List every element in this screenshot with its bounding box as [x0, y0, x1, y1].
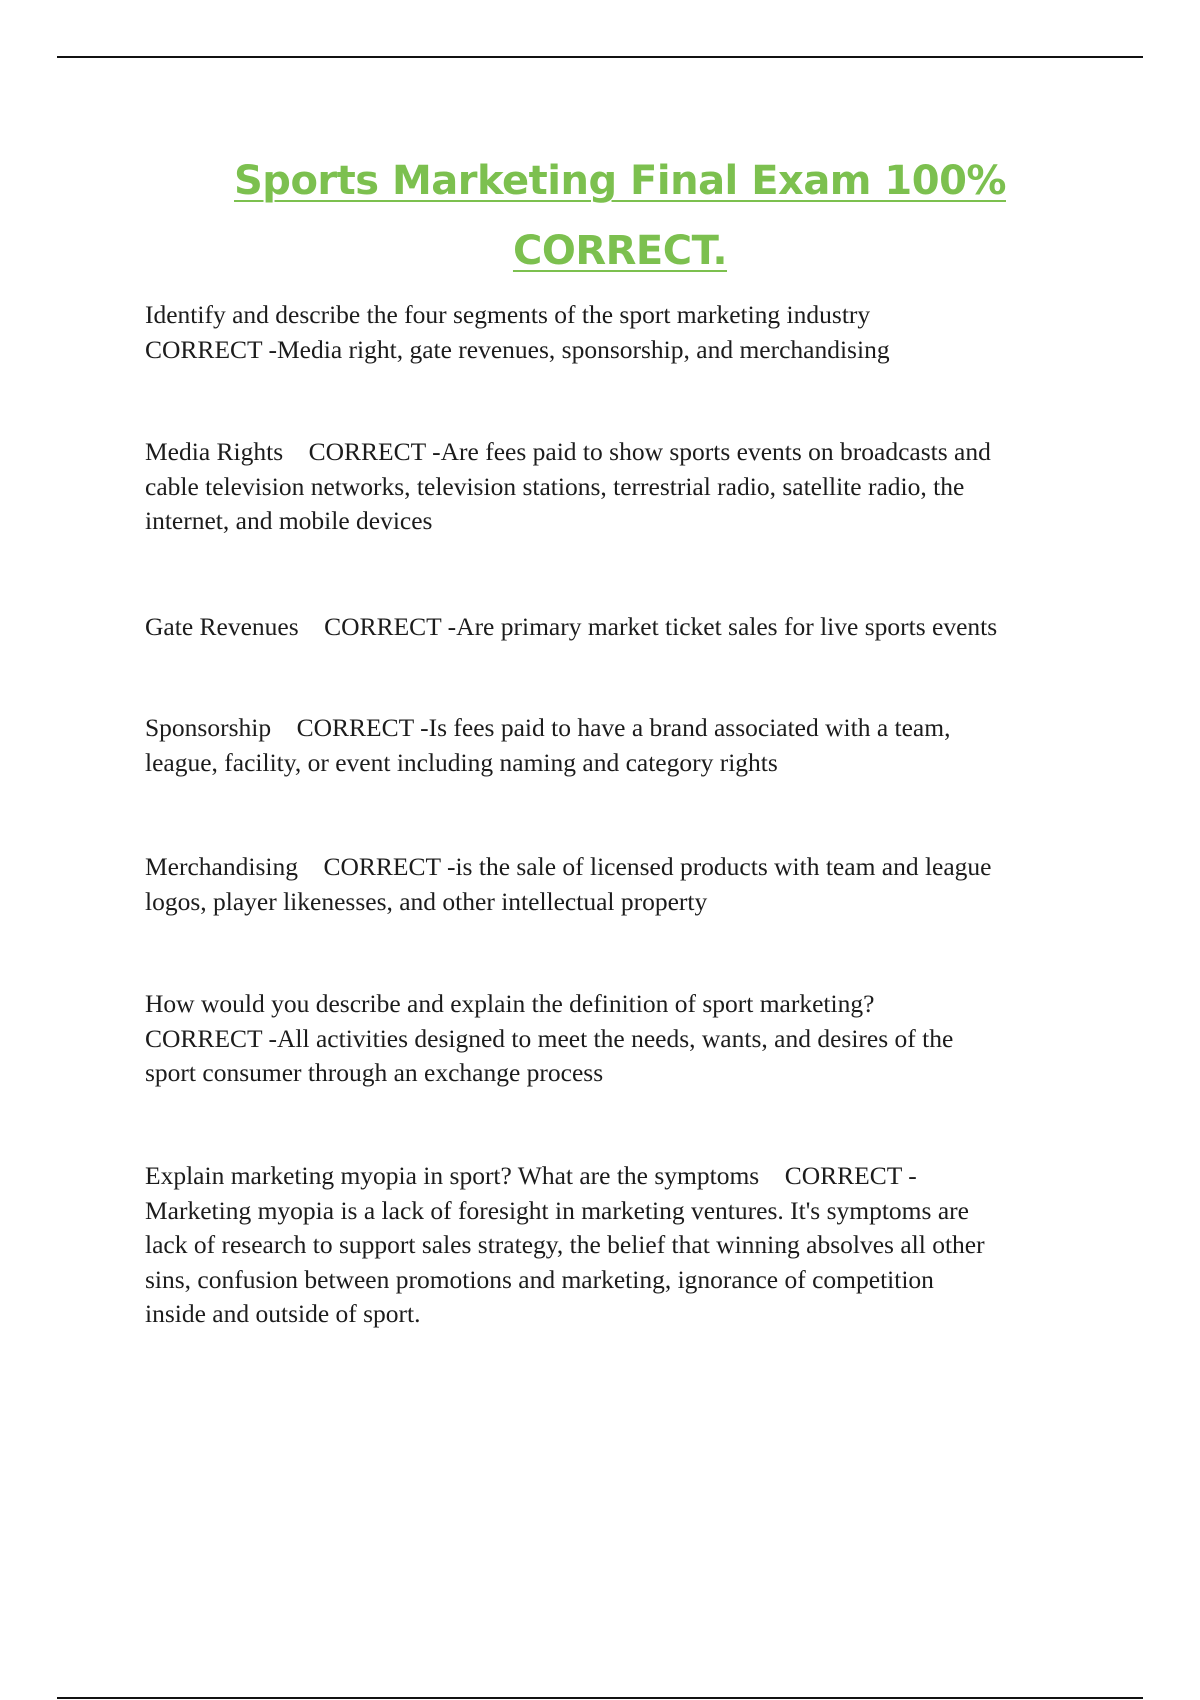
qa-entry-4: Sponsorship CORRECT -Is fees paid to have a brand associated with a team, league, facility, or event including naming and category rights	[145, 713, 951, 777]
header-rule	[57, 56, 1143, 58]
qa-entry-2: Media Rights CORRECT -Are fees paid to show sports events on broadcasts and cable television networks, television stations, terrestrial radio, satellite radio, the internet, and mobile devices	[145, 437, 991, 535]
title-line-2: CORRECT.	[512, 228, 728, 274]
qa-entry-1: Identify and describe the four segments of the sport marketing industry CORRECT -Media right, gate revenues, sponsorship, and merchandising	[145, 300, 890, 364]
footer-rule	[57, 1697, 1143, 1699]
qa-entry-6: How would you describe and explain the definition of sport marketing? CORRECT -All activities designed to meet the needs, wants, and desires of the sport consumer through an exchange process	[145, 989, 954, 1087]
qa-entry-3: Gate Revenues CORRECT -Are primary market ticket sales for live sports events	[145, 612, 998, 641]
title-line-1: Sports Marketing Final Exam 100%	[234, 158, 1006, 204]
qa-entry-7: Explain marketing myopia in sport? What are the symptoms CORRECT - Marketing myopia is a lack of foresight in marketing ventures. It's symptoms are lack of research to support sales strategy, the belief that winning absolves all other sins, confusion between promotions and marketing, ignorance of competition inside and outside of sport.	[145, 1161, 985, 1328]
qa-entry-5: Merchandising CORRECT -is the sale of licensed products with team and league logos, player likenesses, and other intellectual property	[145, 852, 992, 916]
document-title	[120, 146, 1120, 286]
